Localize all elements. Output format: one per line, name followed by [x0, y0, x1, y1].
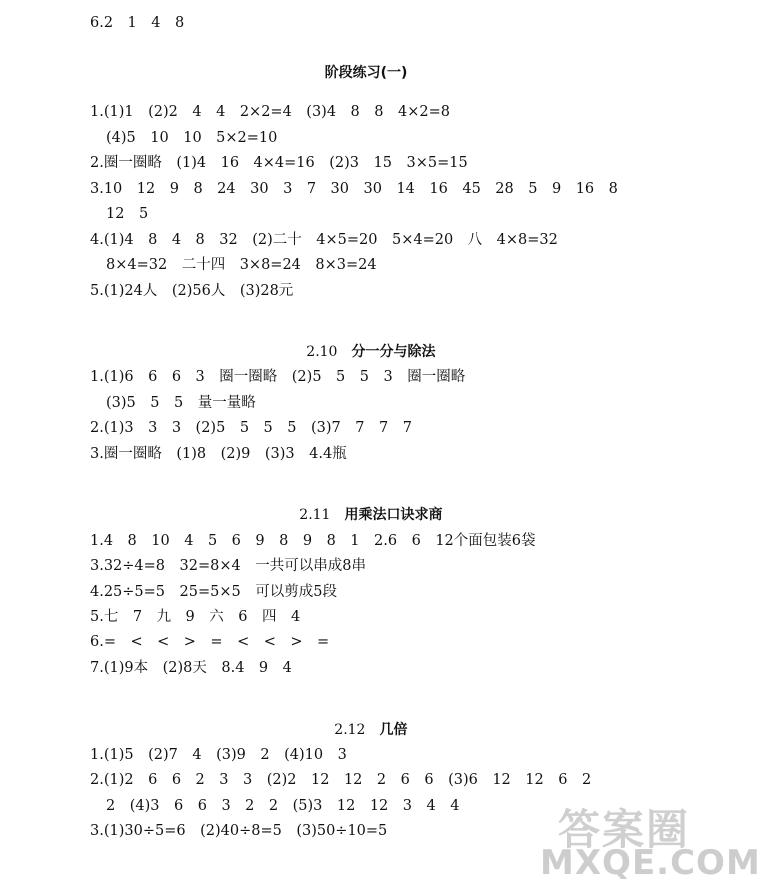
- answer-line: 3.32÷4=8 32=8×4 一共可以串成8串: [90, 558, 366, 574]
- answer-line: 7.(1)9本 (2)8天 8.4 9 4: [90, 660, 292, 676]
- answer-line: 3.10 12 9 8 24 30 3 7 30 30 14 16 45 28 5 9 16 8: [90, 181, 618, 197]
- answer-line: 5.(1)24人 (2)56人 (3)28元: [90, 283, 294, 299]
- section-number: 2.10: [306, 344, 338, 360]
- answer-line: (4)5 10 10 5×2=10: [106, 130, 278, 146]
- answer-line: 1.(1)5 (2)7 4 (3)9 2 (4)10 3: [90, 747, 347, 763]
- answer-line: 2.(1)3 3 3 (2)5 5 5 5 (3)7 7 7 7: [90, 420, 412, 436]
- answer-line: 1.4 8 10 4 5 6 9 8 9 8 1 2.6 6 12个面包装6袋: [90, 533, 536, 549]
- answer-line: 4.25÷5=5 25=5×5 可以剪成5段: [90, 584, 337, 600]
- answer-line: 4.(1)4 8 4 8 32 (2)二十 4×5=20 5×4=20 八 4×8=32: [90, 232, 558, 248]
- answer-line: 3.(1)30÷5=6 (2)40÷8=5 (3)50÷10=5: [90, 823, 388, 839]
- answer-line: 1.(1)6 6 6 3 圈一圈略 (2)5 5 5 3 圈一圈略: [90, 369, 466, 385]
- answer-line: 8×4=32 二十四 3×8=24 8×3=24: [106, 257, 377, 273]
- section-heading: 阶段练习(一): [324, 65, 408, 81]
- section-number: 2.11: [299, 507, 331, 523]
- answer-line: 2.(1)2 6 6 2 3 3 (2)2 12 12 2 6 6 (3)6 12 12 6 2: [90, 772, 592, 788]
- section-heading: [0, 488, 732, 524]
- answer-line: 3.圈一圈略 (1)8 (2)9 (3)3 4.4瓶: [90, 446, 347, 462]
- section-title: 用乘法口诀求商: [344, 507, 443, 523]
- answer-line: 2 (4)3 6 6 3 2 2 (5)3 12 12 3 4 4: [106, 798, 460, 814]
- section-heading: [0, 325, 732, 361]
- section-number: 2.12: [334, 722, 366, 738]
- section-heading: [0, 703, 732, 739]
- section-title: 分一分与除法: [351, 344, 436, 360]
- answer-line: 6.= < < > = < < > =: [90, 634, 330, 650]
- answer-line: 2.圈一圈略 (1)4 16 4×4=16 (2)3 15 3×5=15: [90, 155, 468, 171]
- watermark-cn: 答案圈: [558, 805, 691, 854]
- answer-line: 5.七 7 九 9 六 6 四 4: [90, 609, 301, 625]
- answer-line: 12 5: [106, 206, 149, 222]
- answer-line: 1.(1)1 (2)2 4 4 2×2=4 (3)4 8 8 4×2=8: [90, 104, 450, 120]
- watermark: [540, 795, 761, 885]
- answer-line: 6.2 1 4 8: [90, 15, 185, 31]
- watermark-en: MXQE.COM: [540, 843, 761, 883]
- section-title: 几倍: [379, 722, 408, 738]
- answer-line: (3)5 5 5 量一量略: [106, 395, 256, 411]
